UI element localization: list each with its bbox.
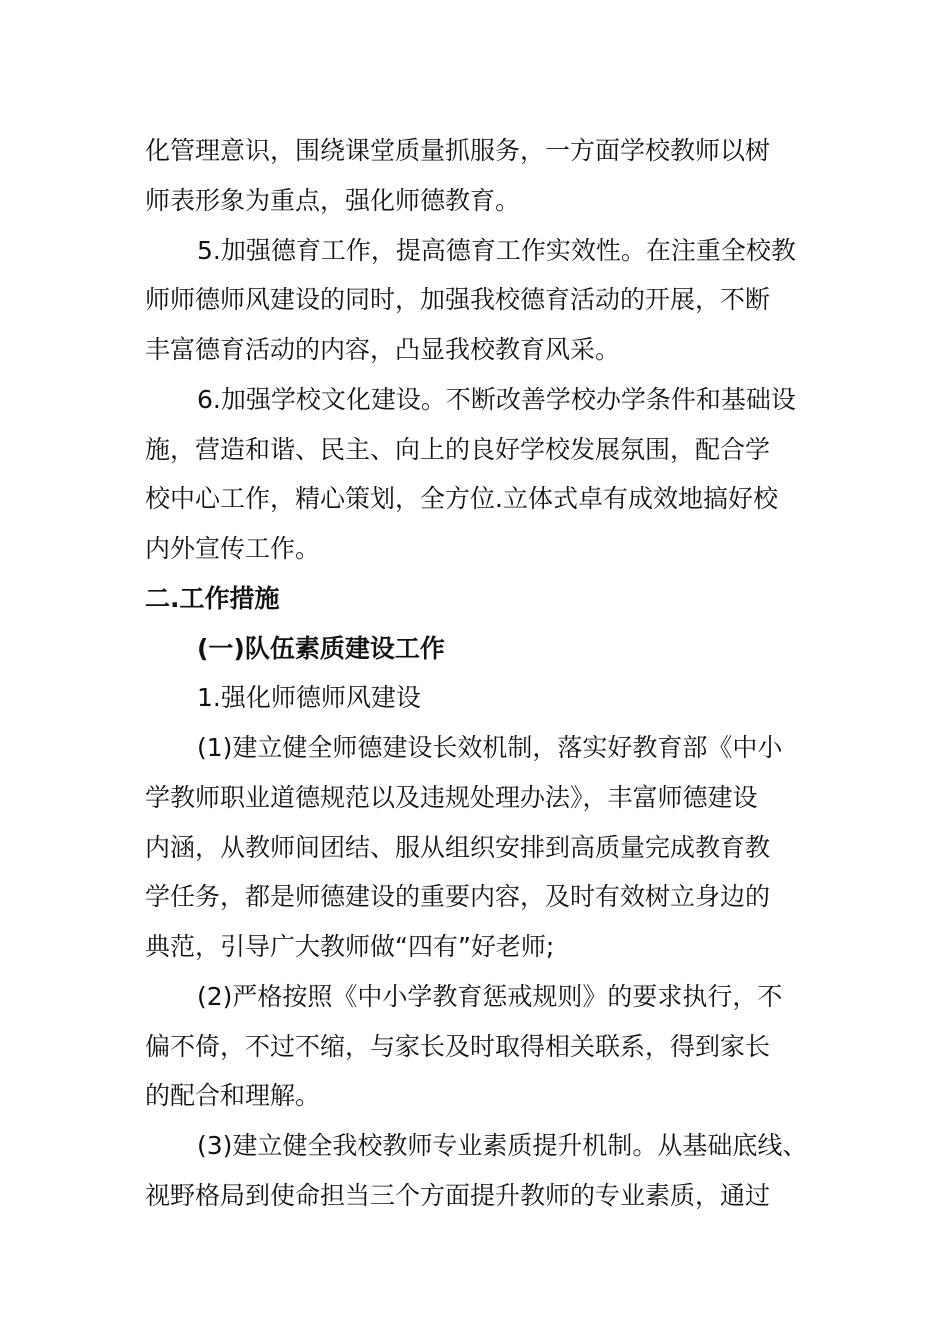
text-line: 丰富德育活动的内容，凸显我校教育风采。 xyxy=(145,335,621,364)
document-body xyxy=(145,126,815,1221)
text-line: 5.加强德育工作，提高德育工作实效性。在注重全校教 xyxy=(197,235,796,265)
text-line: 视野格局到使命担当三个方面提升教师的专业素质，通过 xyxy=(145,1180,771,1210)
text-line: 的配合和理解。 xyxy=(145,1081,321,1111)
text-line: 化管理意识，围绕课堂质量抓服务，一方面学校教师以树 xyxy=(145,136,771,165)
text-line: (1)建立健全师德建设长效机制，落实好教育部《中小 xyxy=(197,733,783,762)
text-line: (3)建立健全我校教师专业素质提升机制。从基础底线、 xyxy=(197,1131,808,1160)
text-line: 施，营造和谐、民主、向上的良好学校发展氛围，配合学 xyxy=(145,434,771,464)
text-line: 1.强化师德师风建设 xyxy=(197,683,421,713)
text-line: 校中心工作，精心策划，全方位.立体式卓有成效地搞好校 xyxy=(145,484,778,514)
text-line: 偏不倚，不过不缩，与家长及时取得相关联系，得到家长 xyxy=(145,1031,771,1061)
text-line: 学教师职业道德规范以及违规处理办法》，丰富师德建设 xyxy=(145,782,758,812)
section-heading: 二.工作措施 xyxy=(145,583,280,613)
text-line: 内外宣传工作。 xyxy=(145,534,321,563)
section-heading: (一)队伍素质建设工作 xyxy=(197,633,445,663)
text-line: 6.加强学校文化建设。不断改善学校办学条件和基础设 xyxy=(197,384,796,414)
text-line: 师表形象为重点，强化师德教育。 xyxy=(145,185,521,215)
text-line: 典范，引导广大教师做“四有”好老师; xyxy=(145,932,555,961)
text-line: 师师德师风建设的同时，加强我校德育活动的开展，不断 xyxy=(145,285,771,315)
text-line: 内涵，从教师间团结、服从组织安排到高质量完成教育教 xyxy=(145,832,771,862)
text-line: 学任务，都是师德建设的重要内容，及时有效树立身边的 xyxy=(145,882,771,912)
text-line: (2)严格按照《中小学教育惩戒规则》的要求执行，不 xyxy=(197,981,783,1011)
